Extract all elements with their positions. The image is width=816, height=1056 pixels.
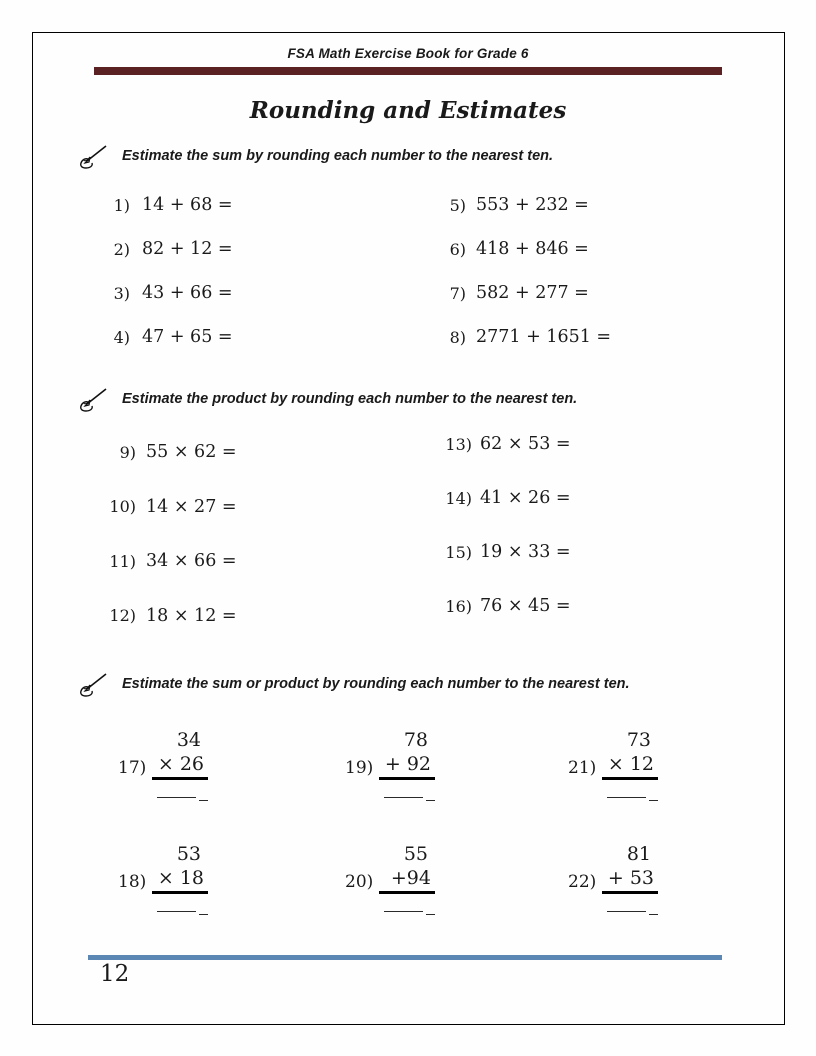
top-operand: 53 [176,843,201,865]
top-operand: 73 [626,729,651,751]
problem-number: 11) [109,551,136,571]
page-number: 12 [100,961,130,987]
problem-row [100,589,237,644]
operator-operand: × 18 [152,866,208,894]
problem-row [436,525,571,579]
problem-expression: 418 + 846 = [476,239,589,259]
answer-line [152,911,208,912]
answer-line [602,911,658,912]
operator-operand: + 92 [379,752,435,780]
problem-expression: 2771 + 1651 = [476,327,612,347]
answer-line [379,797,435,798]
header-accent-bar [94,67,722,75]
problem-number: 9) [119,442,136,462]
top-operand: 81 [626,843,651,865]
vertical-problem-19 [345,728,435,798]
problem-expression: 47 + 65 = [142,327,233,347]
instruction-text: Estimate the sum or product by rounding each number to the nearest ten. [122,676,630,692]
problem-expression: 582 + 277 = [476,283,589,303]
problem-number: 10) [109,497,136,517]
problem-expression: 55 × 62 = [146,442,237,463]
problem-expression: 18 × 12 = [146,605,237,626]
problem-row [436,315,611,359]
problem-number: 14) [445,488,472,508]
writing-hand-icon [78,672,108,698]
problem-number: 2) [113,239,130,259]
problem-number: 13) [445,434,472,454]
section-1-instruction [78,144,553,170]
problem-expression: 41 × 26 = [480,488,571,508]
problem-expression: 19 × 33 = [480,542,571,562]
writing-hand-icon [78,387,108,413]
problem-expression: 14 + 68 = [142,195,233,215]
problem-number: 20) [345,872,374,892]
problem-row [100,534,237,589]
problem-number: 6) [449,239,466,259]
problem-row [436,471,571,525]
top-operand: 34 [176,729,201,751]
top-operand: 55 [403,843,428,865]
section-2-right-column [436,417,571,633]
problem-row [436,183,611,227]
problem-number: 3) [113,283,130,303]
vertical-problem-20 [345,842,435,912]
answer-line [152,797,208,798]
problem-row [100,183,233,227]
problem-number: 1) [113,195,130,215]
section-2-left-column [100,425,237,643]
problem-number: 19) [345,758,374,778]
problem-number: 8) [449,327,466,347]
answer-line [379,911,435,912]
stacked-operands [602,842,658,912]
problem-expression: 43 + 66 = [142,283,233,303]
page-title: Rounding and Estimates [249,97,567,124]
stacked-operands [152,842,208,912]
stacked-operands [152,728,208,798]
vertical-problem-22 [568,842,658,912]
section-2-instruction [78,387,577,413]
writing-hand-icon [78,144,108,170]
operator-operand: +94 [379,866,435,894]
problem-expression: 553 + 232 = [476,195,589,215]
section-3-instruction [78,672,630,698]
instruction-text: Estimate the product by rounding each number to the nearest ten. [122,391,578,407]
problem-number: 12) [109,606,136,626]
vertical-problem-17 [118,728,208,798]
problem-row [100,271,233,315]
problem-number: 7) [449,283,466,303]
vertical-problem-18 [118,842,208,912]
operator-operand: × 26 [152,752,208,780]
problem-number: 22) [568,872,597,892]
problem-expression: 82 + 12 = [142,239,233,259]
problem-expression: 34 × 66 = [146,551,237,572]
problem-row [436,271,611,315]
problem-expression: 76 × 45 = [480,596,571,616]
section-1-left-column [100,183,233,359]
book-header: FSA Math Exercise Book for Grade 6 [287,46,529,61]
operator-operand: + 53 [602,866,658,894]
instruction-text: Estimate the sum by rounding each number to the nearest ten. [122,148,554,164]
top-operand: 78 [403,729,428,751]
problem-number: 16) [445,596,472,616]
problem-row [100,480,237,535]
problem-number: 4) [113,327,130,347]
problem-number: 17) [118,758,147,778]
problem-row [436,227,611,271]
stacked-operands [379,842,435,912]
stacked-operands [379,728,435,798]
problem-row [100,315,233,359]
problem-expression: 62 × 53 = [480,434,571,454]
problem-row [436,417,571,471]
problem-expression: 14 × 27 = [146,496,237,517]
vertical-problem-21 [568,728,658,798]
problem-row [100,227,233,271]
problem-number: 21) [568,758,597,778]
answer-line [602,797,658,798]
problem-number: 5) [449,195,466,215]
operator-operand: × 12 [602,752,658,780]
problem-number: 18) [118,872,147,892]
section-1-right-column [436,183,611,359]
stacked-operands [602,728,658,798]
problem-row [436,579,571,633]
footer-rule [88,955,722,960]
problem-number: 15) [445,542,472,562]
problem-row [100,425,237,480]
